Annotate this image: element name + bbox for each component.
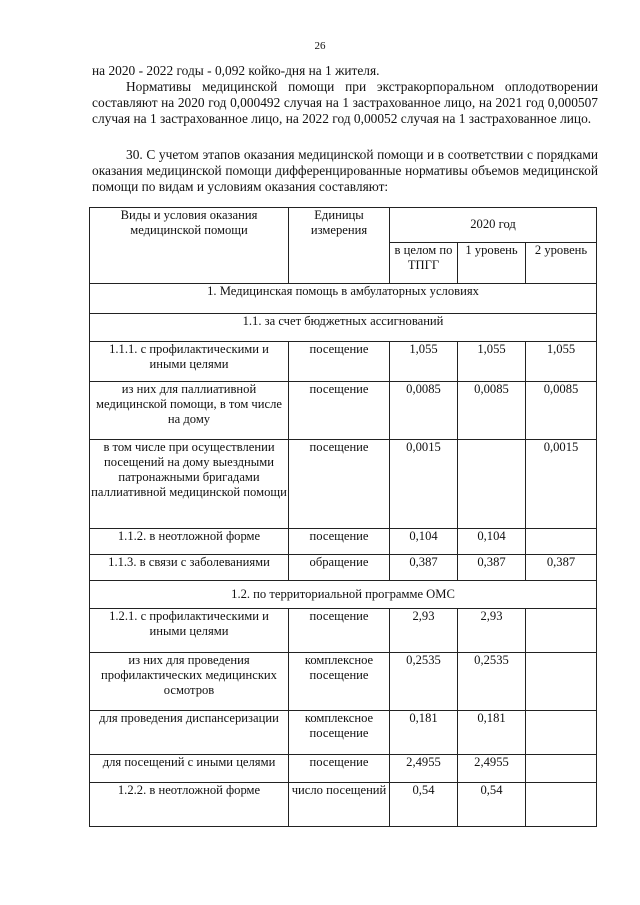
row-level-1: 0,181: [458, 711, 526, 755]
row-level-2: [526, 711, 597, 755]
paragraph-bed-days: на 2020 - 2022 годы - 0,092 койко-дня на 1 жителя.: [92, 63, 380, 78]
header-total: в целом по ТПГГ: [390, 243, 458, 284]
row-unit: посещение: [289, 342, 390, 382]
row-total: 0,387: [390, 555, 458, 581]
row-level-2: [526, 609, 597, 653]
row-unit: посещение: [289, 529, 390, 555]
table-row: [90, 653, 597, 711]
row-total: 0,104: [390, 529, 458, 555]
row-total: 1,055: [390, 342, 458, 382]
row-name: из них для проведения профилактических медицинских осмотров: [90, 653, 289, 711]
row-total: 0,0015: [390, 440, 458, 529]
row-level-2: [526, 529, 597, 555]
row-level-2: [526, 783, 597, 827]
row-unit: посещение: [289, 440, 390, 529]
table-row: [90, 342, 597, 382]
row-level-1: 2,4955: [458, 755, 526, 783]
table-row: [90, 529, 597, 555]
row-level-2: [526, 755, 597, 783]
table-row: [90, 755, 597, 783]
row-level-1: 0,104: [458, 529, 526, 555]
row-unit: число посещений: [289, 783, 390, 827]
table-row: [90, 783, 597, 827]
row-total: 0,54: [390, 783, 458, 827]
header-level-2: 2 уровень: [526, 243, 597, 284]
row-total: 0,0085: [390, 382, 458, 440]
row-level-2: 0,387: [526, 555, 597, 581]
row-unit: посещение: [289, 609, 390, 653]
row-total: 0,2535: [390, 653, 458, 711]
page-number: 26: [314, 40, 326, 52]
row-name: 1.2.1. с профилактическими и иными целями: [90, 609, 289, 653]
table-row: [90, 711, 597, 755]
row-name: в том числе при осуществлении посещений на дому выездными патронажными бригадами паллиативной медицинской помощи: [90, 440, 289, 529]
row-level-1: 0,2535: [458, 653, 526, 711]
row-level-1: 1,055: [458, 342, 526, 382]
row-level-2: 1,055: [526, 342, 597, 382]
table-row: [90, 555, 597, 581]
paragraph-ivf-norms: Нормативы медицинской помощи при экстракорпоральном оплодотворении составляют на 2020 год 0,000492 случая на 1 застрахованное лицо, на 2021 год 0,000507 случая на 1 застрахованное лицо, на 2022 год 0,00052 случая на 1 застрахованное лицо.: [92, 79, 598, 126]
row-name: из них для паллиативной медицинской помощи, в том числе на дому: [90, 382, 289, 440]
row-name: 1.2.2. в неотложной форме: [90, 783, 289, 827]
section-budget: 1.1. за счет бюджетных ассигнований: [90, 314, 597, 342]
row-unit: обращение: [289, 555, 390, 581]
section-ambulatory: 1. Медицинская помощь в амбулаторных условиях: [90, 284, 597, 314]
row-level-2: [526, 653, 597, 711]
header-level-1: 1 уровень: [458, 243, 526, 284]
table-row: [90, 609, 597, 653]
row-total: 2,4955: [390, 755, 458, 783]
row-unit: посещение: [289, 382, 390, 440]
norms-table: [89, 207, 597, 827]
row-name: для проведения диспансеризации: [90, 711, 289, 755]
section-oms: 1.2. по территориальной программе ОМС: [90, 581, 597, 609]
row-total: 2,93: [390, 609, 458, 653]
row-level-1: 0,54: [458, 783, 526, 827]
table-row: [90, 440, 597, 529]
row-unit: комплексное посещение: [289, 711, 390, 755]
header-types: Виды и условия оказания медицинской помощи: [90, 208, 289, 284]
table-row: [90, 382, 597, 440]
paragraph-item-30: 30. С учетом этапов оказания медицинской помощи и в соответствии с порядками оказания медицинской помощи дифференцированные нормативы объемов медицинской помощи по видам и условиям оказания составляют:: [92, 147, 598, 194]
header-year: 2020 год: [390, 208, 597, 243]
header-units: Единицы измерения: [289, 208, 390, 284]
row-name: 1.1.3. в связи с заболеваниями: [90, 555, 289, 581]
row-unit: посещение: [289, 755, 390, 783]
row-level-2: 0,0085: [526, 382, 597, 440]
row-name: для посещений с иными целями: [90, 755, 289, 783]
row-total: 0,181: [390, 711, 458, 755]
row-level-1: 2,93: [458, 609, 526, 653]
row-level-2: 0,0015: [526, 440, 597, 529]
row-level-1: 0,387: [458, 555, 526, 581]
row-level-1: 0,0085: [458, 382, 526, 440]
row-unit: комплексное посещение: [289, 653, 390, 711]
row-level-1: [458, 440, 526, 529]
row-name: 1.1.1. с профилактическими и иными целями: [90, 342, 289, 382]
row-name: 1.1.2. в неотложной форме: [90, 529, 289, 555]
